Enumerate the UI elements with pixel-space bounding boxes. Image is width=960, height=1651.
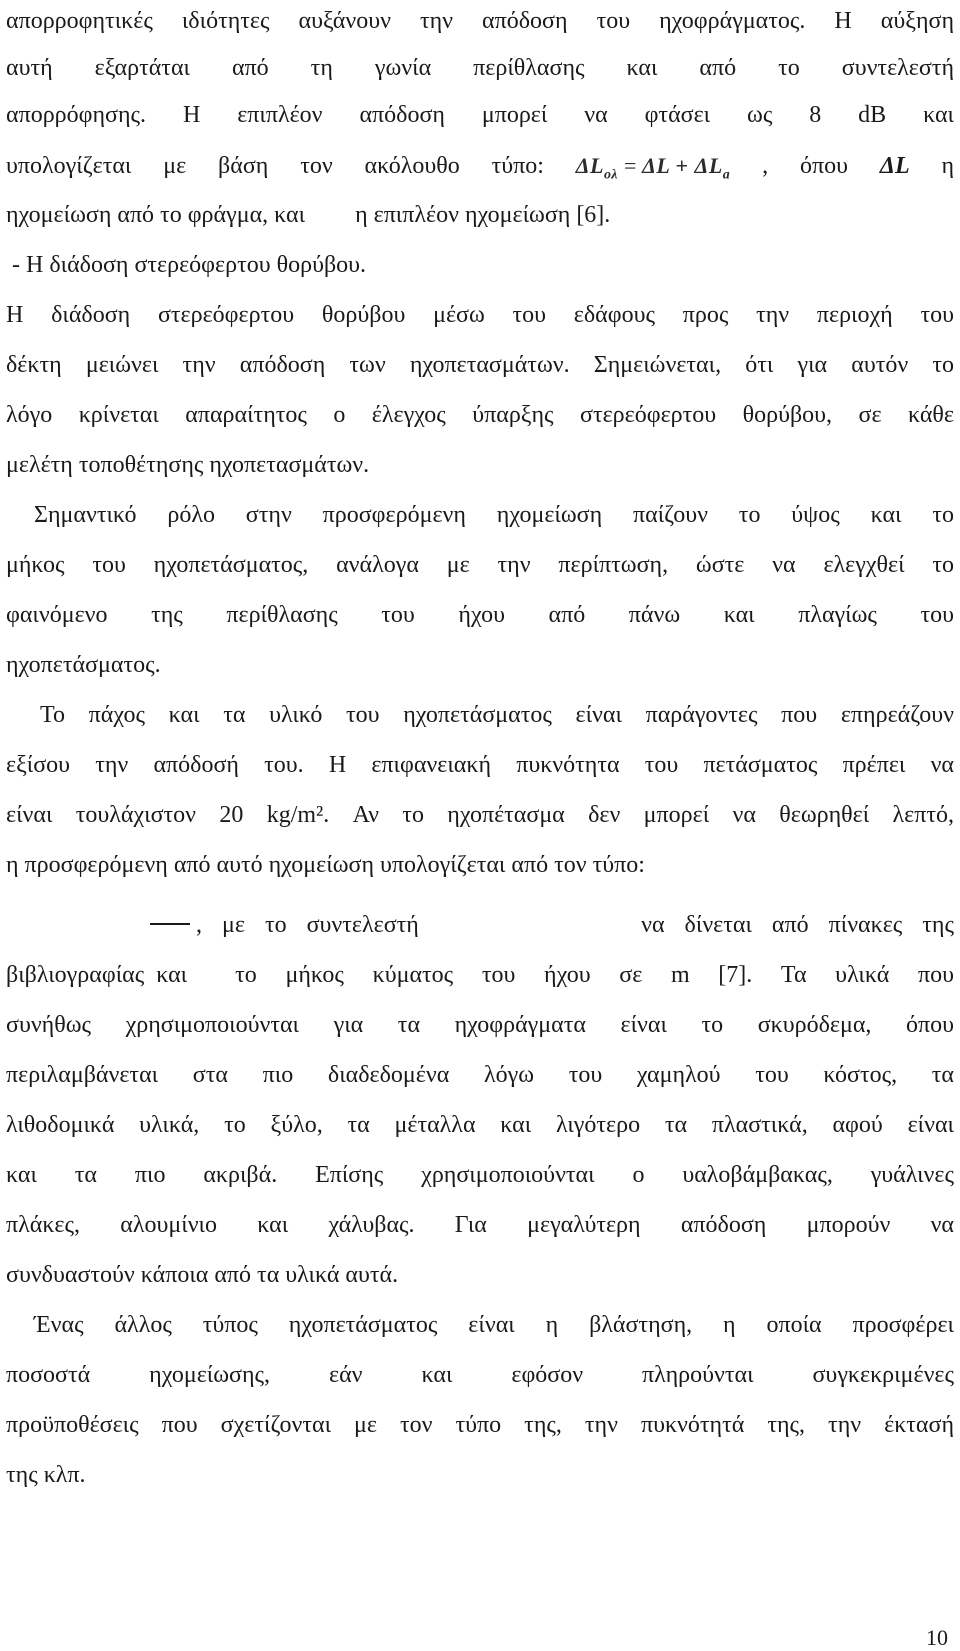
- text-segment: βιβλιογραφίας και: [6, 962, 188, 988]
- text-segment: το μήκος κύματος του ήχου σε m [7]. Τα υλικά που: [235, 962, 954, 988]
- text-line: Σημαντικό ρόλο στην προσφερόμενη ηχομείωση παίζουν το ύψος και το: [34, 502, 954, 528]
- text-segment: να δίνεται από πίνακες της: [641, 912, 954, 938]
- text-line: και τα πιο ακριβά. Επίσης χρησιμοποιούνται ο υαλοβάμβακας, γυάλινες: [6, 1162, 954, 1188]
- text-line: φαινόμενο της περίθλασης του ήχου από πάνω και πλαγίως του: [6, 602, 954, 628]
- text-line: προϋποθέσεις που σχετίζονται με τον τύπο της, την πυκνότητά της, την έκτασή: [6, 1412, 954, 1438]
- text-segment: , με το συντελεστή: [196, 912, 419, 938]
- text-line: συνδυαστούν κάποια από τα υλικά αυτά.: [6, 1262, 399, 1288]
- text-line: Το πάχος και τα υλικό του ηχοπετάσματος είναι παράγοντες που επηρεάζουν: [40, 702, 954, 728]
- formula-term: ΔL: [694, 153, 723, 178]
- formula-operator: +: [675, 153, 689, 178]
- text-line: απορρόφησης. Η επιπλέον απόδοση μπορεί να φτάσει ως 8 dB και: [6, 102, 954, 128]
- text-line: περιλαμβάνεται στα πιο διαδεδομένα λόγω του χαμηλού του κόστος, τα: [6, 1062, 954, 1088]
- text-line: της κλπ.: [6, 1462, 86, 1488]
- text-segment: η επιπλέον ηχομείωση [6].: [355, 202, 611, 228]
- text-line-with-formula: [150, 910, 954, 940]
- text-line: [6, 960, 954, 990]
- formula-fraction-bar: [150, 923, 190, 925]
- text-line: συνήθως χρησιμοποιούνται για τα ηχοφράγματα είναι το σκυρόδεμα, όπου: [6, 1012, 954, 1038]
- symbol: ΔL: [879, 153, 910, 179]
- text-line: μήκος του ηχοπετάσματος, ανάλογα με την περίπτωση, ώστε να ελεγχθεί το: [6, 552, 954, 578]
- text-line: λιθοδομικά υλικά, το ξύλο, τα μέταλλα και λιγότερο τα πλαστικά, αφού είναι: [6, 1112, 954, 1138]
- text-line: [6, 200, 954, 230]
- text-line: μελέτη τοποθέτησης ηχοπετασμάτων.: [6, 452, 370, 478]
- formula-operator: =: [623, 153, 637, 178]
- section-subheading: - Η διάδοση στερεόφερτου θορύβου.: [12, 252, 367, 278]
- text-segment: η: [941, 153, 955, 179]
- text-line-with-formula: [6, 151, 954, 181]
- text-line: Ένας άλλος τύπος ηχοπετάσματος είναι η βλάστηση, η οποία προσφέρει: [34, 1312, 954, 1338]
- text-segment: ηχομείωση από το φράγμα, και: [6, 202, 306, 228]
- text-line: λόγο κρίνεται απαραίτητος ο έλεγχος ύπαρξης στερεόφερτου θορύβου, σε κάθε: [6, 402, 954, 428]
- text-line: είναι τουλάχιστον 20 kg/m². Αν το ηχοπέτασμα δεν μπορεί να θεωρηθεί λεπτό,: [6, 802, 954, 828]
- text-line: δέκτη μειώνει την απόδοση των ηχοπετασμάτων. Σημειώνεται, ότι για αυτόν το: [6, 352, 954, 378]
- text-line: ηχοπετάσματος.: [6, 652, 161, 678]
- formula-term: ΔL: [642, 153, 670, 178]
- text-line: πλάκες, αλουμίνιο και χάλυβας. Για μεγαλύτερη απόδοση μπορούν να: [6, 1212, 954, 1238]
- text-line: εξίσου την απόδοσή του. Η επιφανειακή πυκνότητα του πετάσματος πρέπει να: [6, 752, 954, 778]
- text-line: Η διάδοση στερεόφερτου θορύβου μέσω του εδάφους προς την περιοχή του: [6, 302, 954, 328]
- page-number: 10: [926, 1625, 948, 1650]
- formula-term: ΔL: [575, 153, 604, 178]
- text-line: απορροφητικές ιδιότητες αυξάνουν την απόδοση του ηχοφράγματος. Η αύξηση: [6, 8, 954, 34]
- text-line: αυτή εξαρτάται από τη γωνία περίθλασης και από το συντελεστή: [6, 55, 954, 81]
- text-line: ποσοστά ηχομείωσης, εάν και εφόσον πληρούνται συγκεκριμένες: [6, 1362, 954, 1388]
- formula-subscript: ολ: [604, 167, 618, 183]
- formula: [576, 151, 731, 190]
- text-segment: , όπου: [762, 153, 849, 179]
- text-line: η προσφερόμενη από αυτό ηχομείωση υπολογίζεται από τον τύπο:: [6, 852, 645, 878]
- text-segment: υπολογίζεται με βάση τον ακόλουθο τύπο:: [6, 153, 544, 179]
- text-group: [190, 910, 954, 940]
- formula-subscript: a: [722, 167, 731, 183]
